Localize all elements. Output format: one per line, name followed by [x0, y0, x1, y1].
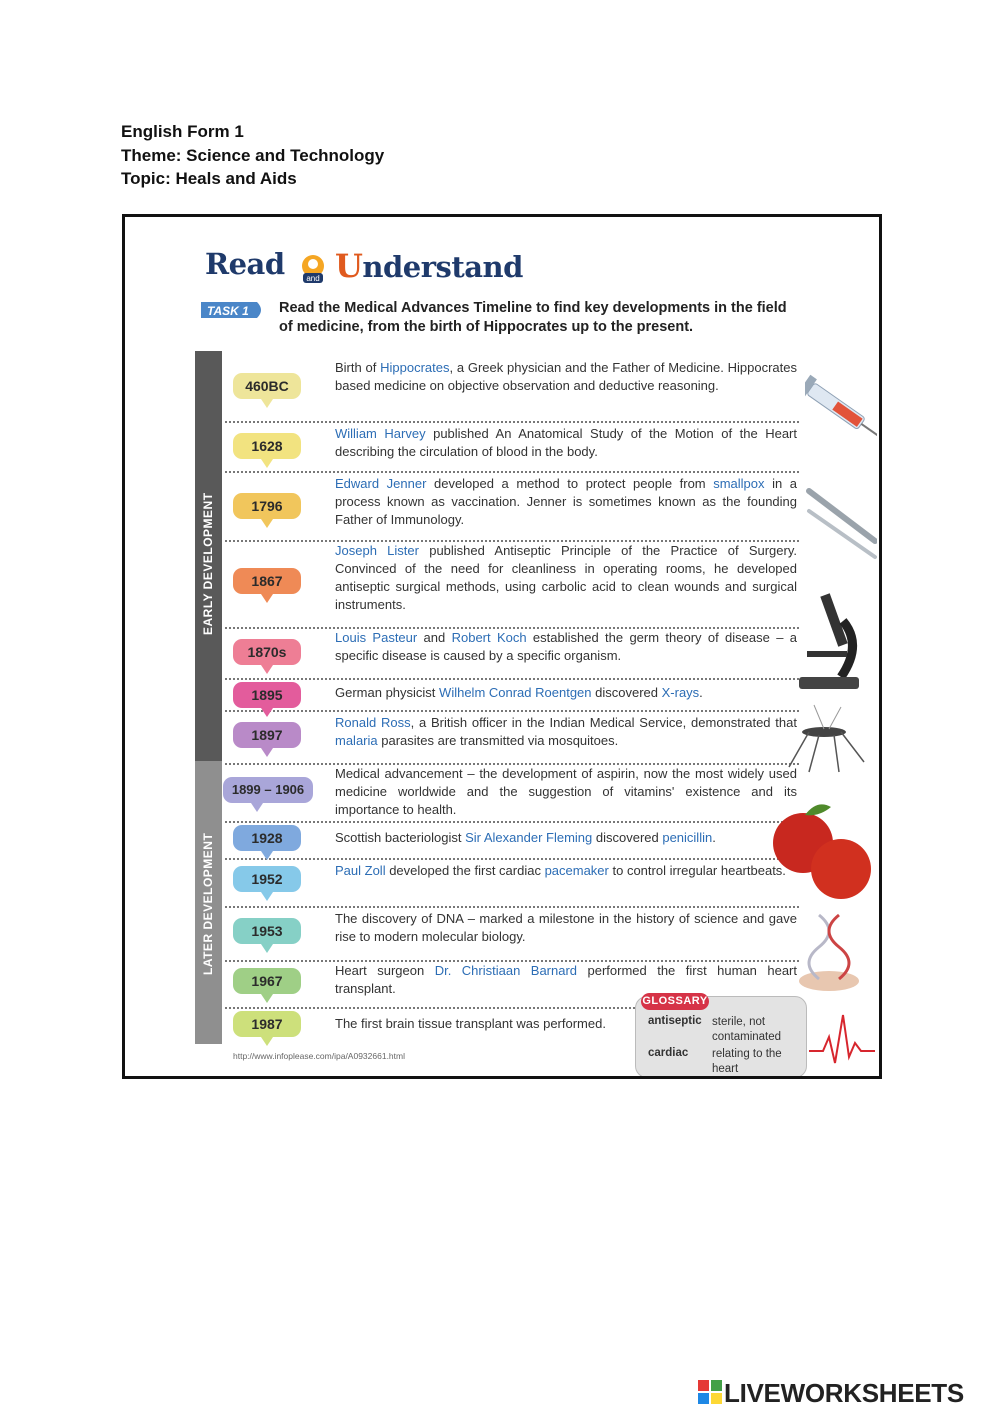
task-badge: [199, 300, 267, 320]
task-label: TASK 1: [207, 304, 249, 318]
highlighted-term: William Harvey: [335, 426, 426, 441]
timeline-row: [225, 471, 799, 542]
logo-understand: Understand: [335, 247, 523, 285]
event-description: [335, 359, 797, 395]
timeline-row: [225, 351, 799, 423]
year-badge: 1867: [233, 568, 301, 594]
source-url: http://www.infoplease.com/ipa/A0932661.html: [233, 1051, 405, 1061]
lightbulb-icon: [297, 253, 329, 285]
worksheet-header: [121, 120, 384, 191]
event-description: [335, 829, 797, 847]
scalpel-icon: [805, 481, 877, 561]
logo-read: Read: [205, 247, 285, 281]
highlighted-term: Hippocrates: [380, 360, 450, 375]
glossary-definition: sterile, not contaminated: [712, 1016, 782, 1043]
event-text: parasites are transmitted via mosquitoes.: [377, 733, 619, 748]
event-description: [335, 475, 797, 529]
event-text: German physicist: [335, 685, 440, 700]
highlighted-term: Joseph Lister: [335, 543, 419, 558]
event-text: Heart surgeon: [335, 963, 435, 978]
theme-label: Theme: Science and Technology: [121, 145, 385, 165]
later-development-label: LATER DEVELOPMENT: [201, 832, 215, 975]
event-text: developed a method to protect people from: [426, 476, 714, 491]
year-badge: 1952: [233, 866, 301, 892]
highlighted-term: pacemaker: [544, 863, 609, 878]
timeline-row: [225, 421, 799, 473]
event-text: discovered: [592, 830, 663, 845]
glossary-tag: GLOSSARY: [641, 993, 709, 1010]
event-description: [335, 765, 797, 819]
highlighted-term: X-rays: [661, 685, 700, 700]
glossary-term: cardiac: [648, 1047, 689, 1059]
event-text: , a British officer in the Indian Medical Service, demonstrated that: [410, 715, 797, 730]
timeline-sidebar: [195, 351, 222, 1044]
event-description: [335, 962, 797, 998]
event-text: developed the first cardiac: [385, 863, 545, 878]
highlighted-term: Sir Alexander Fleming: [465, 830, 593, 845]
highlighted-term: Edward Jenner: [335, 476, 427, 491]
year-badge: 1967: [233, 968, 301, 994]
early-development-label: EARLY DEVELOPMENT: [201, 492, 215, 635]
event-text: , a Greek physician and the Father of Medicine. Hippocrates based medicine on objective observation and deductive reasoning.: [335, 360, 798, 393]
liveworksheets-icon: [698, 1380, 722, 1404]
event-text: and: [417, 630, 452, 645]
event-text: published Antiseptic Principle of the Practice of Surgery. Convinced of the need for cleanliness in operating rooms, he developed antiseptic surgical methods, using carbolic acid to clean wounds and surgical instruments.: [335, 543, 797, 612]
year-badge: 1870s: [233, 639, 301, 665]
heartbeat-icon: [809, 1007, 875, 1067]
logo-and: and: [306, 274, 320, 283]
timeline-row: [225, 763, 799, 823]
event-text: in a process known as vaccination. Jenner is sometimes known as the founding Father of Immunology.: [335, 476, 797, 527]
year-badge: 1897: [233, 722, 301, 748]
year-badge: 1796: [233, 493, 301, 519]
topic-label: Topic: Heals and Aids: [121, 169, 297, 188]
highlighted-term: Paul Zoll: [335, 863, 386, 878]
timeline-row: [225, 858, 799, 908]
year-badge: 1895: [233, 682, 301, 708]
reading-panel: [122, 214, 882, 1079]
event-text: .: [712, 830, 716, 845]
timeline-row: [225, 906, 799, 962]
event-text: Scottish bacteriologist: [335, 830, 466, 845]
highlighted-term: Louis Pasteur: [335, 630, 418, 645]
highlighted-term: penicillin: [662, 830, 713, 845]
year-badge: 1953: [233, 918, 301, 944]
event-text: Medical advancement – the development of aspirin, now the most widely used medicine worldwide and the suggestion of vitamins' existence and its importance to health.: [335, 766, 797, 817]
event-text: to control irregular heartbeats.: [608, 863, 786, 878]
highlighted-term: Ronald Ross: [335, 715, 411, 730]
syringe-icon: [805, 351, 877, 461]
highlighted-term: Wilhelm Conrad Roentgen: [439, 685, 592, 700]
timeline-row: [225, 821, 799, 860]
glossary-definition: relating to the heart: [712, 1048, 782, 1075]
event-text: The discovery of DNA – marked a milestone in the history of science and gave rise to modern molecular biology.: [335, 911, 797, 944]
event-description: [335, 425, 797, 461]
highlighted-term: Robert Koch: [451, 630, 527, 645]
highlighted-term: malaria: [335, 733, 378, 748]
event-text: published An Anatomical Study of the Motion of the Heart describing the circulation of blood in the body.: [335, 426, 797, 459]
timeline-row: [225, 678, 799, 712]
year-badge: 1628: [233, 433, 301, 459]
dna-icon: [789, 909, 869, 993]
mosquito-icon: [779, 697, 869, 777]
event-description: [335, 684, 797, 702]
year-badge: 1899 – 1906: [223, 777, 313, 803]
event-description: [335, 910, 797, 946]
timeline-row: [225, 540, 799, 629]
timeline-row: [225, 627, 799, 680]
microscope-icon: [785, 585, 865, 695]
event-description: [335, 629, 797, 665]
event-text: The first brain tissue transplant was performed.: [335, 1016, 606, 1031]
event-text: established the germ theory of disease – a specific disease is caused by a specific organism.: [335, 630, 797, 663]
task-instructions: Read the Medical Advances Timeline to find key developments in the field of medicine, from the birth of Hippocrates up to the present.: [279, 300, 787, 335]
event-description: [335, 714, 797, 750]
event-text: Birth of: [335, 360, 381, 375]
apples-icon: [765, 797, 875, 907]
year-badge: 1928: [233, 825, 301, 851]
form-label: English Form 1: [121, 122, 244, 141]
glossary-term: antiseptic: [648, 1015, 702, 1027]
highlighted-term: smallpox: [713, 476, 765, 491]
timeline-row: [225, 710, 799, 765]
event-text: performed the first human heart transplant.: [335, 963, 797, 996]
liveworksheets-wordmark: LIVEWORKSHEETS: [724, 1378, 964, 1408]
event-text: discovered: [591, 685, 662, 700]
event-description: [335, 862, 797, 880]
event-text: .: [699, 685, 703, 700]
event-description: [335, 542, 797, 614]
year-badge: 1987: [233, 1011, 301, 1037]
highlighted-term: Dr. Christiaan Barnard: [434, 963, 578, 978]
year-badge: 460BC: [233, 373, 301, 399]
